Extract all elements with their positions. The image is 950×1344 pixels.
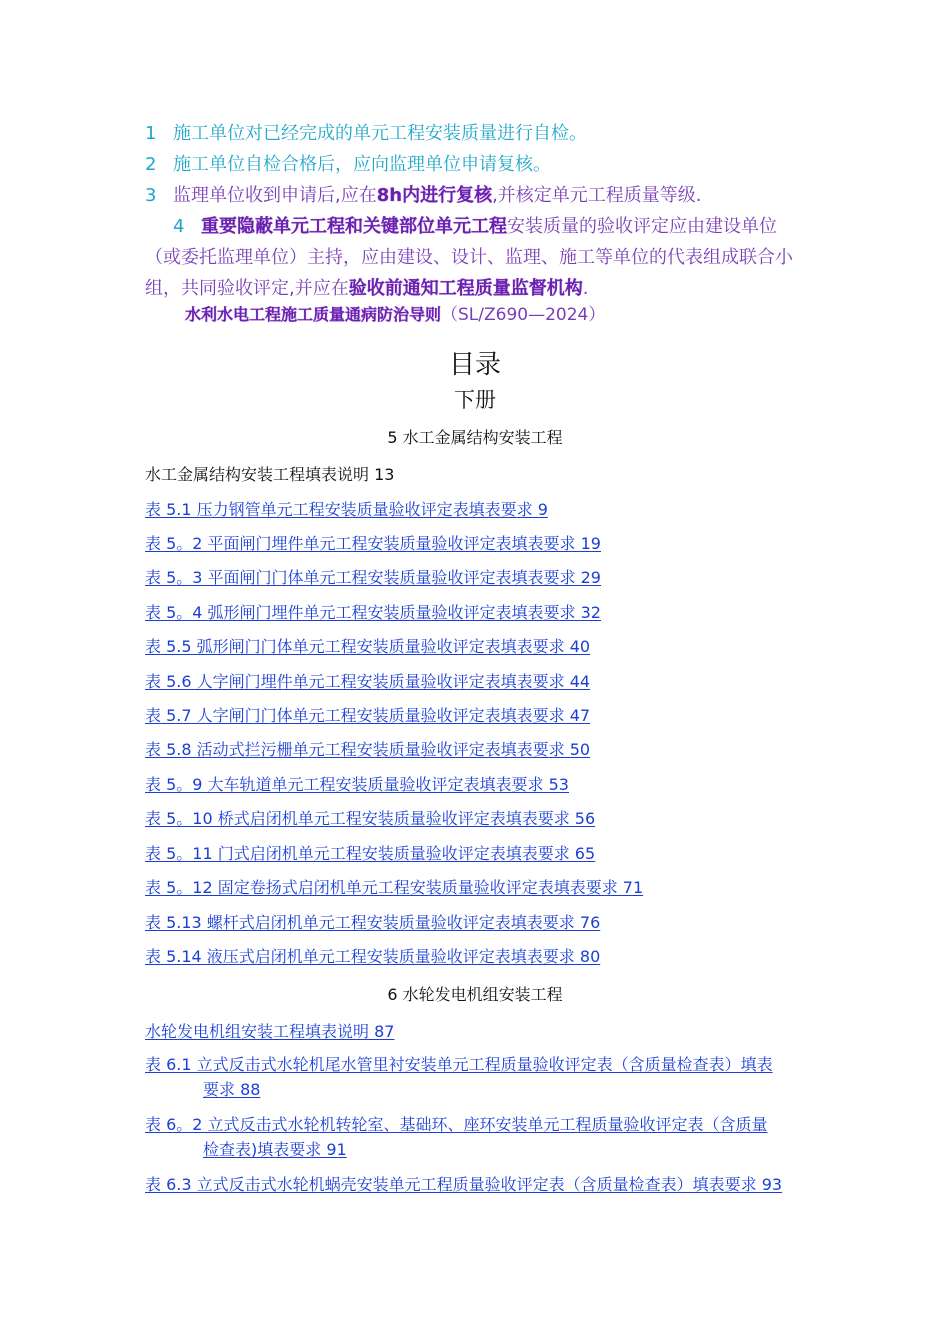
procedure-item-1: [145, 118, 810, 149]
item-text: .: [582, 278, 589, 299]
item-text: 监理单位收到申请后,应在: [173, 185, 377, 206]
item-emphasis: 8h内进行复核: [376, 185, 493, 206]
toc-volume: 下册: [454, 388, 496, 412]
toc-link[interactable]: 表 5。4 弧形闸门埋件单元工程安装质量验收评定表填表要求 32: [145, 603, 601, 622]
toc-link-line: 表 6.1 立式反击式水轮机尾水管里衬安装单元工程质量验收评定表（含质量检查表）填表: [145, 1055, 773, 1074]
toc-link[interactable]: 水轮发电机组安装工程填表说明 87: [145, 1022, 395, 1041]
procedure-list: [145, 118, 810, 304]
toc-link-line: 检查表)填表要求 91: [203, 1140, 347, 1159]
item-text: 施工单位自检合格后，应向监理单位申请复核。: [173, 154, 551, 175]
toc-link[interactable]: 表 5.7 人字闸门门体单元工程安装质量验收评定表填表要求 47: [145, 706, 591, 725]
toc-link[interactable]: 表 5.5 弧形闸门门体单元工程安装质量验收评定表填表要求 40: [145, 637, 591, 656]
item-number: 2: [145, 154, 157, 175]
item-text: 施工单位对已经完成的单元工程安装质量进行自检。: [173, 123, 587, 144]
toc-link[interactable]: 表 5.14 液压式启闭机单元工程安装质量验收评定表填表要求 80: [145, 947, 601, 966]
procedure-item-3: [145, 180, 810, 211]
toc-link-line: 表 6。2 立式反击式水轮机转轮室、基础环、座环安装单元工程质量验收评定表（含质量: [145, 1115, 768, 1134]
item-number: 3: [145, 185, 157, 206]
procedure-item-4: [145, 211, 810, 304]
item-emphasis: 重要隐蔽单元工程和关键部位单元工程: [201, 216, 507, 237]
standard-title: 水利水电工程施工质量通病防治导则: [185, 305, 442, 324]
toc-section-heading: 6 水轮发电机组安装工程: [387, 985, 563, 1004]
toc-link[interactable]: 表 6.3 立式反击式水轮机蜗壳安装单元工程质量验收评定表（含质量检查表）填表要求 93: [145, 1175, 783, 1194]
procedure-item-2: [145, 149, 810, 180]
toc-link[interactable]: [145, 1055, 810, 1102]
toc-link[interactable]: 表 5。9 大车轨道单元工程安装质量验收评定表填表要求 53: [145, 775, 569, 794]
item-emphasis: 验收前通知工程质量监督机构: [348, 278, 583, 299]
toc-link[interactable]: 表 5.8 活动式拦污栅单元工程安装质量验收评定表填表要求 50: [145, 740, 591, 759]
toc-link[interactable]: 表 5.6 人字闸门埋件单元工程安装质量验收评定表填表要求 44: [145, 672, 591, 691]
item-number: 1: [145, 123, 157, 144]
toc-link[interactable]: 表 5。3 平面闸门门体单元工程安装质量验收评定表填表要求 29: [145, 568, 601, 587]
toc-link-line: 要求 88: [203, 1080, 261, 1099]
item-text: ,并核定单元工程质量等级.: [492, 185, 702, 206]
toc-link[interactable]: 表 5.1 压力钢管单元工程安装质量验收评定表填表要求 9: [145, 500, 548, 519]
toc-title: 目录: [448, 350, 501, 380]
toc-link[interactable]: [145, 1115, 810, 1162]
item-number: 4: [173, 216, 185, 237]
toc-link[interactable]: 表 5。2 平面闸门埋件单元工程安装质量验收评定表填表要求 19: [145, 534, 601, 553]
toc-section-heading: 5 水工金属结构安装工程: [387, 428, 563, 447]
toc-link[interactable]: 表 5。10 桥式启闭机单元工程安装质量验收评定表填表要求 56: [145, 809, 596, 828]
toc-link[interactable]: 表 5。12 固定卷扬式启闭机单元工程安装质量验收评定表填表要求 71: [145, 878, 644, 897]
item-text: 安装质量的验收评定应由建设单位（或委托监理单位）主持，应由建设、设计、监理、施工等单位的代表组成联合小组，共同验收评定,并应在: [145, 216, 793, 299]
standard-reference: [185, 300, 605, 325]
toc-link[interactable]: 表 5。11 门式启闭机单元工程安装质量验收评定表填表要求 65: [145, 844, 596, 863]
toc-link[interactable]: 表 5.13 螺杆式启闭机单元工程安装质量验收评定表填表要求 76: [145, 913, 601, 932]
toc-entry: 水工金属结构安装工程填表说明 13: [145, 465, 395, 484]
standard-code: （SL/Z690—2024）: [441, 305, 606, 325]
